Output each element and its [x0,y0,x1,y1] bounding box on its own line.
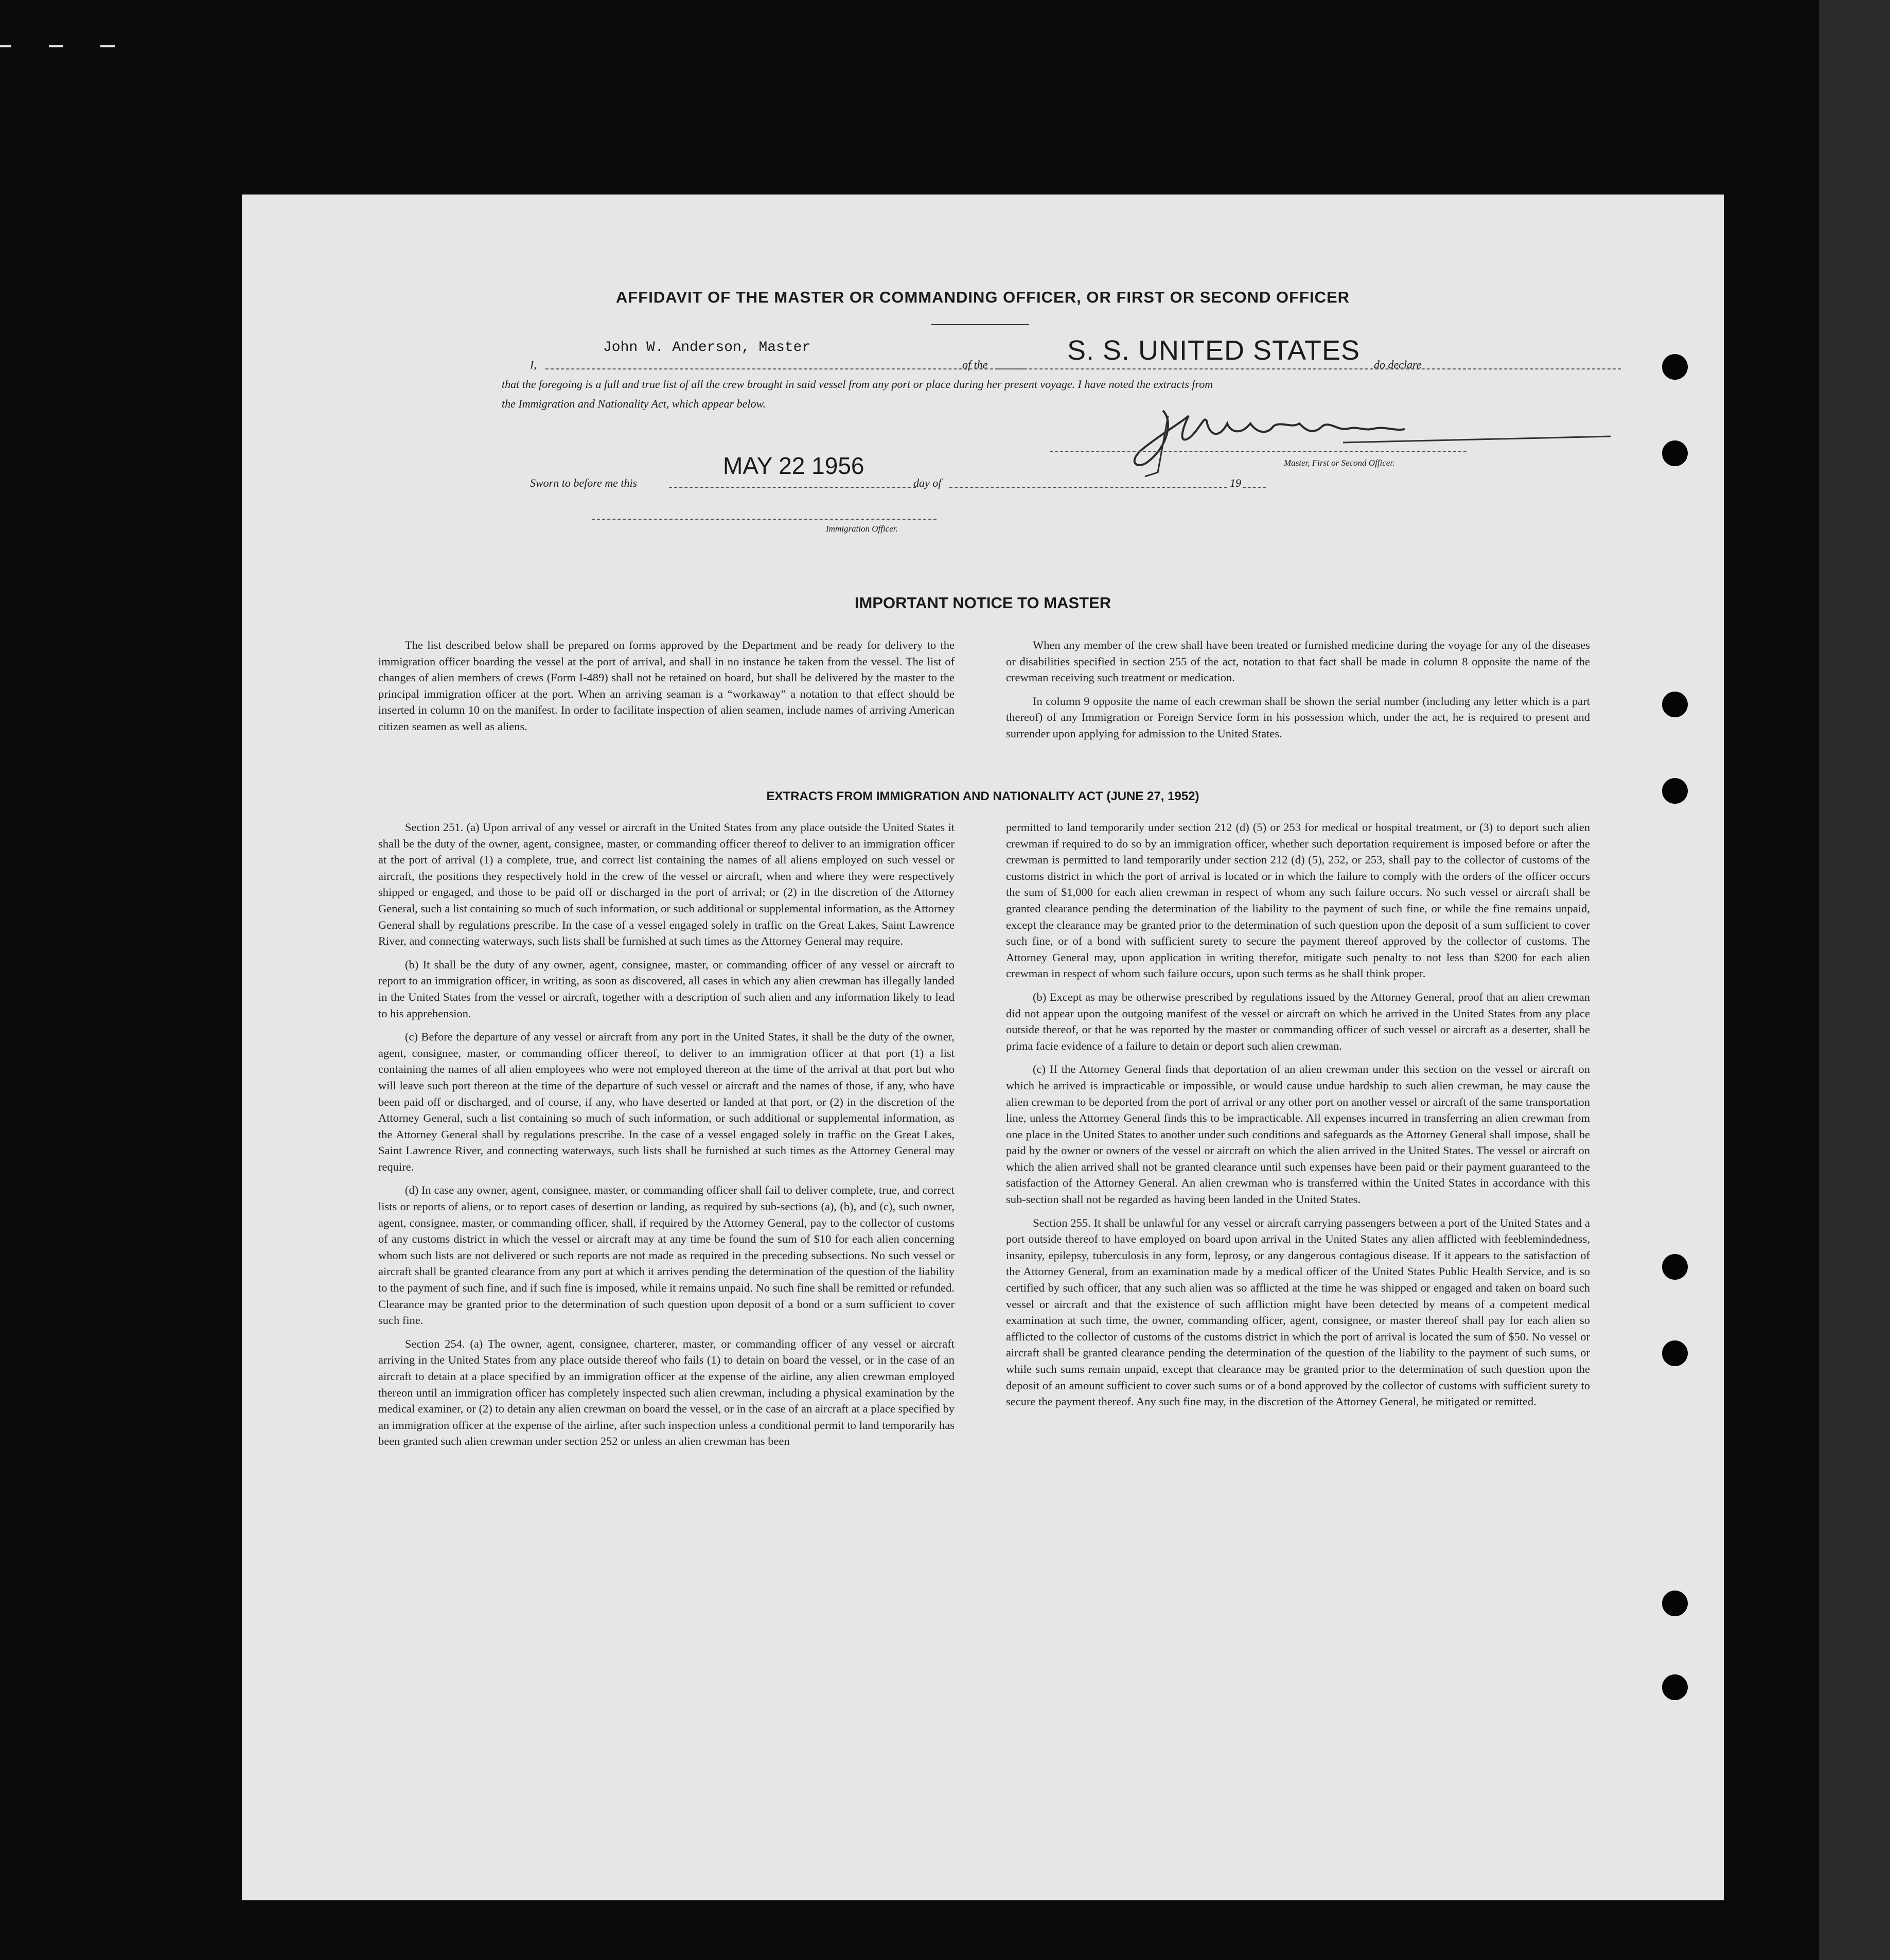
notice-right-column [1006,637,1590,742]
title-divider [931,324,1029,325]
statute-paragraph: Section 255. It shall be unlawful for any vessel or aircraft carrying passengers between a port of the United States and a port outside thereof to have employed on board upon arrival in the United States any alien afflicted with feeblemindedness, insanity, epilepsy, tuberculosis in any form, leprosy, or any dangerous contagious disease. If it appears to the satisfaction of the Attorney General, from an examination made by a medical officer of the United States Public Health Service, and is so certified by such officer, that any such alien was so afflicted at the time he was shipped or engaged and taken on board such vessel or aircraft and that the existence of such affliction might have been detected by means of a competent medical examination at such time, the owner, commanding officer, agent, consignee, or master thereof shall pay for each alien so afflicted to the collector of customs of the customs district in which the port of arrival is located the sum of $50. No vessel or aircraft shall be granted clearance pending the determination of the question of the liability to the payment of such sums, or while such sums remain unpaid, except that clearance may be granted prior to the determination of such question upon the deposit of an amount sufficient to cover such sums or of a bond approved by the collector of customs with sufficient surety to secure the payment thereof. Any such fine may, in the discretion of the Attorney General, be mitigated or remitted. [1006,1216,1590,1408]
sworn-line [669,487,916,488]
statute-paragraph: (c) If the Attorney General finds that deportation of an alien crewman under this section on the vessel or aircraft on which he arrived is impracticable or impossible, or would cause undue hardship to such alien crewman, he may cause the alien crewman to be deported from the port of arrival or any other port on another vessel or aircraft of the same transportation line, unless the Attorney General finds this to be impracticable. All expenses incurred in transferring an alien crewman from one place in the United States to another under such conditions and safeguards as the Attorney General shall impose, shall be paid by the owner or owners of the vessel or aircraft on which the alien arrived in the United States. The vessel or aircraft on which the alien arrived shall not be granted clearance until such expenses have been paid or their payment guaranteed to the satisfaction of the Attorney General. An alien crewman who is transferred within the United States in accordance with this sub-section shall not be regarded as having been landed in the United States. [1006,1063,1590,1206]
extracts-title: EXTRACTS FROM IMMIGRATION AND NATIONALITY ACT (JUNE 27, 1952) [766,789,1199,803]
binder-hole [1662,1254,1688,1280]
i-label: I, [530,358,537,371]
scan-artifact [100,45,115,47]
statute-paragraph: permitted to land temporarily under section 212 (d) (5) or 253 for medical or hospital treatment, or (3) to deport such alien crewman if required to do so by an immigration officer, whether such deportation requirement is imposed before or after the crewman is permitted to land temporarily under section 212 (d) (5), 252, or 253, shall pay to the collector of customs of the customs district in which the port of arrival is located or in which the failure to comply with the orders of the officer occurs the sum of $1,000 for each alien crewman in respect of whom any such failure occurs. No such vessel or aircraft shall be granted clearance pending the determination of the liability to the payment of such fine, or while the fine remains unpaid, except the clearance may be granted prior to the determination of such question upon the deposit of a sum sufficient to cover such fine, or of a bond with sufficient surety to secure the payment thereof approved by the collector of customs. The Attorney General may, upon application in writing therefor, mitigate such penalty to not less than $200 for each alien crewman in respect of whom such failure occurs, upon such terms as he shall think proper. [1006,821,1590,980]
declarant-line [545,368,1024,369]
vessel-line [998,368,1621,369]
notice-paragraph: The list described below shall be prepared on forms approved by the Department and be ready for delivery to the immigration officer boarding the vessel at the port of arrival, and shall in no instance be taken from the vessel. The list of changes of alien members of crews (Form I-489) shall not be retained on board, but shall be delivered by the master to the principal immigration officer at the port. When an arriving seaman is a “workaway” a notation to that effect should be inserted in column 10 on the manifest. In order to facilitate inspection of alien seamen, include names of arriving American citizen seamen as well as aliens. [378,639,955,733]
binder-hole [1662,778,1688,804]
statute-paragraph: (d) In case any owner, agent, consignee, master, or commanding officer shall fail to deliver complete, true, and correct lists or reports of aliens, or to report cases of desertion or landing, as required by sub-sections (a), (b), and (c), such owner, agent, consignee, master, or commanding officer, shall, if required by the Attorney General, pay to the collector of customs of any customs district in which the vessel or aircraft may at any time be found the sum of $10 for each alien concerning whom such lists are not delivered or such reports are not made as required in the preceding subsections. No such vessel or aircraft shall be granted clearance from any port at which it arrives pending the determination of the question of the liability to the payment of such fine, and if such fine is imposed, while it remains unpaid. No such fine shall be remitted or refunded. Clearance may be granted prior to the determination of such question upon deposit of a bond or a sum sufficient to cover such fine. [378,1184,955,1327]
binder-hole [1662,692,1688,717]
day-of-line [949,487,1227,488]
immigration-officer-caption: Immigration Officer. [826,524,898,534]
notice-paragraph: When any member of the crew shall have been treated or furnished medicine during the voyage for any of the diseases or disabilities specified in section 255 of the act, notation to that fact shall be made in column 8 opposite the name of the crewman receiving such treatment or medication. [1006,639,1590,684]
scan-artifact [0,45,11,47]
year-line [1243,487,1266,488]
declaration-line-1: that the foregoing is a full and true list of all the crew brought in said vessel from any port or place during her present voyage. I have noted the extracts from [502,378,1213,391]
declaration-line-2: the Immigration and Nationality Act, which appear below. [502,397,766,410]
statute-paragraph: Section 254. (a) The owner, agent, consignee, charterer, master, or commanding officer of any vessel or aircraft arriving in the United States from any place outside thereof who fails (1) to detain on board the vessel, or in the case of an aircraft to detain at a place specified by an immigration officer at the expense of the airline, any alien crewman employed thereon until an immigration officer has completely inspected such alien crewman, including a physical examination by the medical examiner, or (2) to detain any alien crewman on board the vessel, or in the case of an aircraft at a place specified by an immigration officer at the expense of the airline, after such inspection unless a conditional permit to land temporarily has been granted such alien crewman under section 252 or unless an alien crewman has been [378,1337,955,1448]
scan-background-strip [1819,0,1890,1960]
do-declare-label: do declare [1374,358,1422,371]
immigration-officer-line [592,519,937,520]
document-page [242,195,1724,1900]
extracts-right-column [1006,819,1590,1410]
year-label: 19 [1230,476,1241,489]
binder-hole [1662,354,1688,380]
signature-line [1050,451,1467,452]
notice-left-column [378,637,955,735]
notice-title: IMPORTANT NOTICE TO MASTER [854,594,1111,612]
binder-hole [1662,1591,1688,1616]
statute-paragraph: Section 251. (a) Upon arrival of any vessel or aircraft in the United States from any place outside the United States it shall be the duty of the owner, agent, consignee, master, or commanding officer thereof to deliver to an immigration officer at the port of arrival (1) a complete, true, and correct list containing the names of all aliens employed on such vessel or aircraft, the positions they respectively hold in the crew of the vessel or aircraft, when and where they were respectively shipped or engaged, and those to be paid off or discharged in the port of arrival; or (2) in the discretion of the Attorney General, such a list containing so much of such information, or such additional or supplemental information, as the Attorney General shall by regulations prescribe. In the case of a vessel engaged solely in traffic on the Great Lakes, Saint Lawrence River, and connecting waterways, such lists shall be furnished at such times as the Attorney General may require. [378,821,955,948]
statute-paragraph: (b) Except as may be otherwise prescribed by regulations issued by the Attorney General, proof that an alien crewman did not appear upon the outgoing manifest of the vessel or aircraft on which he arrived in the United States from any place outside thereof, or that he was reported by the master or commanding officer of such vessel or aircraft as a deserter, shall be prima facie evidence of a failure to detain or deport such alien crewman. [1006,990,1590,1052]
scan-artifact [49,45,63,47]
binder-hole [1662,440,1688,466]
day-of-label: day of [913,476,942,489]
affidavit-title: AFFIDAVIT OF THE MASTER OR COMMANDING OFFICER, OR FIRST OR SECOND OFFICER [615,288,1350,306]
binder-hole [1662,1674,1688,1700]
extracts-left-column [378,819,955,1450]
signature-caption: Master, First or Second Officer. [1284,458,1395,468]
of-the-label: of the [962,358,988,371]
vessel-name: S. S. UNITED STATES [1067,335,1361,366]
sworn-label: Sworn to before me this [530,476,638,489]
notice-paragraph: In column 9 opposite the name of each crewman shall be shown the serial number (including any letter which is a part thereof) of any Immigration or Foreign Service form in his possession which, under the act, he is required to present and surrender upon applying for admission to the United States. [1006,694,1590,740]
sworn-date-stamp: MAY 22 1956 [723,452,864,479]
binder-hole [1662,1340,1688,1366]
statute-paragraph: (c) Before the departure of any vessel or aircraft from any port in the United States, it shall be the duty of the owner, agent, consignee, master, or commanding officer thereof, to deliver to an immigration officer at that port (1) a list containing the names of all alien employees who were not employed thereon at the time of the arrival at that port but who will leave such port thereon at the time of the departure of such vessel or aircraft and the names of those, if any, who have been paid off or discharged, and of course, if any, who have deserted or landed at that port, or (2) in the discretion of the Attorney General, such a list containing so much of such information, or such additional or supplemental information, as the Attorney General shall by regulations prescribe. In the case of a vessel engaged solely in traffic on the Great Lakes, Saint Lawrence River, and connecting waterways, such lists shall be furnished at such times as the Attorney General may require. [378,1030,955,1173]
declarant-name: John W. Anderson, Master [603,340,811,356]
statute-paragraph: (b) It shall be the duty of any owner, agent, consignee, master, or commanding officer of any vessel or aircraft to report to an immigration officer, in writing, as soon as discovered, all cases in which any alien crewman has illegally landed in the United States from the vessel or aircraft, together with a description of such alien and any information likely to lead to his apprehension. [378,958,955,1020]
